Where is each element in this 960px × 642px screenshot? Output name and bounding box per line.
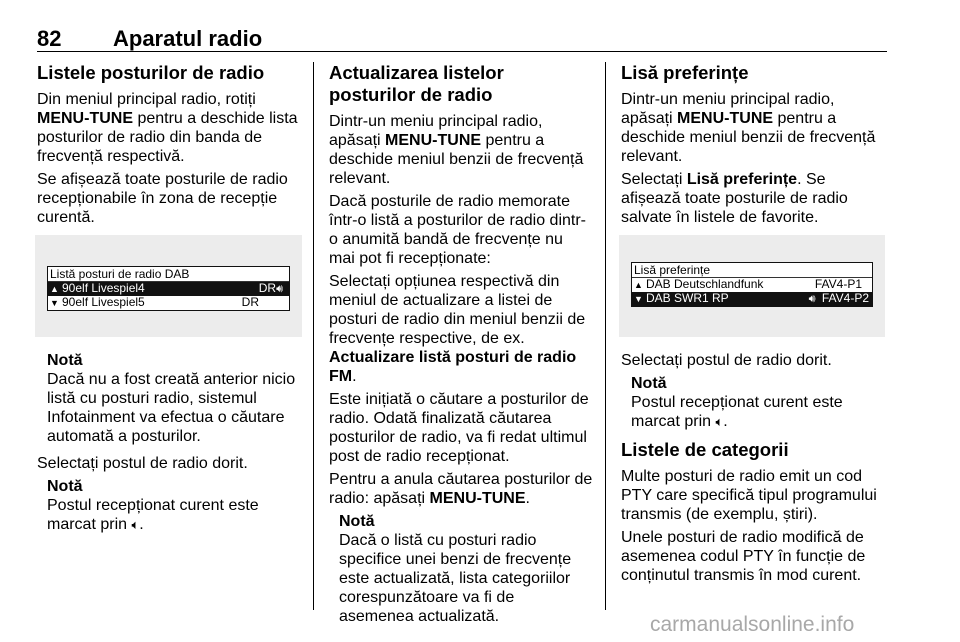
column-1 [37,62,302,542]
paragraph: Din meniul principal radio, rotiți MENU-TUNE pentru a deschide lista posturilor de radio din banda de frecvență respectivă. [37,91,298,165]
paragraph: Selectați Lisă preferințe. Se afișează toate posturile de radio salvate în listele de favorite. [621,171,848,226]
column-divider-2 [605,62,606,610]
favourite-row: ▲ DAB Deutschlandfunk FAV4-P1 [634,277,862,291]
figure-station-list [35,235,302,337]
screen-title: Lisă preferințe [632,263,872,278]
section-heading-update-lists: Actualizarea listelor posturilor de radio [329,62,504,105]
favourite-row-selected: ▼ DAB SWR1 RP 🔊︎ FAV4-P2 [632,292,872,306]
speaker-icon: 🔊︎ [808,293,816,305]
paragraph: Dintr-un meniu principal radio, apăsați MENU-TUNE pentru a deschide meniul benzii de frecvență relevant. [329,113,584,187]
note-box: Notă Postul recepționat curent este marcat prin 🔈︎. [47,478,259,533]
paragraph: Selectați opțiunea respectivă din meniul de actualizare a listei de posturi de radio din meniul benzii de frecvențe respective, de ex. Actualizare listă posturi de radio FM. [329,273,586,385]
arrow-up-icon: ▲ [634,280,643,290]
radio-screen [47,266,290,311]
paragraph: Dacă posturile de radio memorate într-o listă a posturilor de radio dintr-o anumită bandă de frecvențe nu mai pot fi recepționate: [329,193,586,267]
paragraph: Pentru a anula căutarea posturilor de radio: apăsați MENU-TUNE. [329,471,593,507]
page-number: 82 [37,26,62,51]
page-header [37,26,885,52]
screen-title: Listă posturi de radio DAB [48,267,289,282]
station-row: ▼ 90elf Livespiel5 DR [50,295,259,309]
paragraph: Selectați postul de radio dorit. [621,352,832,369]
paragraph: Este inițiată o căutare a posturilor de radio. Odată finalizată căutarea posturilor de radio, va fi redat ultimul post de radio recepționat. [329,391,589,465]
station-row-selected: ▲ 90elf Livespiel4 DR🔊︎ [48,282,289,296]
column-divider-1 [313,62,314,610]
page-title: Aparatul radio [113,26,263,51]
watermark: carmanualsonline.info [650,613,855,636]
column-2 [329,62,593,634]
section-heading-favourites: Lisă preferințe [621,62,749,83]
arrow-down-icon: ▼ [634,294,643,304]
header-divider [37,51,887,52]
paragraph: Multe posturi de radio emit un cod PTY care specifică tipul programului transmis (de exemplu, știri). [621,468,877,523]
note-box: Notă Dacă nu a fost creată anterior nicio listă cu posturi radio, sistemul Infotainment va efectua o căutare automată a posturilor. [47,352,296,445]
paragraph: Unele posturi de radio modifică de asemenea codul PTY în funcție de conținutul transmis în mod curent. [621,529,866,584]
paragraph: Selectați postul de radio dorit. [37,455,248,472]
speaker-icon: 🔊︎ [276,283,283,295]
section-heading-categories: Listele de categorii [621,439,789,460]
speaker-icon: 🔈︎ [715,414,724,429]
section-heading-station-lists: Listele posturilor de radio [37,62,265,83]
column-3 [621,62,885,589]
speaker-icon: 🔈︎ [131,517,140,532]
note-box: Notă Postul recepționat curent este marcat prin 🔈︎. [631,375,843,430]
arrow-up-icon: ▲ [50,284,59,294]
paragraph: Se afișează toate posturile de radio recepționabile în zona de recepție curentă. [37,171,288,226]
radio-screen [631,262,873,307]
arrow-down-icon: ▼ [50,298,59,308]
paragraph: Dintr-un meniu principal radio, apăsați MENU-TUNE pentru a deschide meniul benzii de frecvență relevant. [621,91,876,165]
note-box: Notă Dacă o listă cu posturi radio specifice unei benzi de frecvențe este actualizată, lista categoriilor corespunzătoare va fi de asemenea actualizată. [339,513,572,625]
figure-favourites-list [619,235,885,337]
